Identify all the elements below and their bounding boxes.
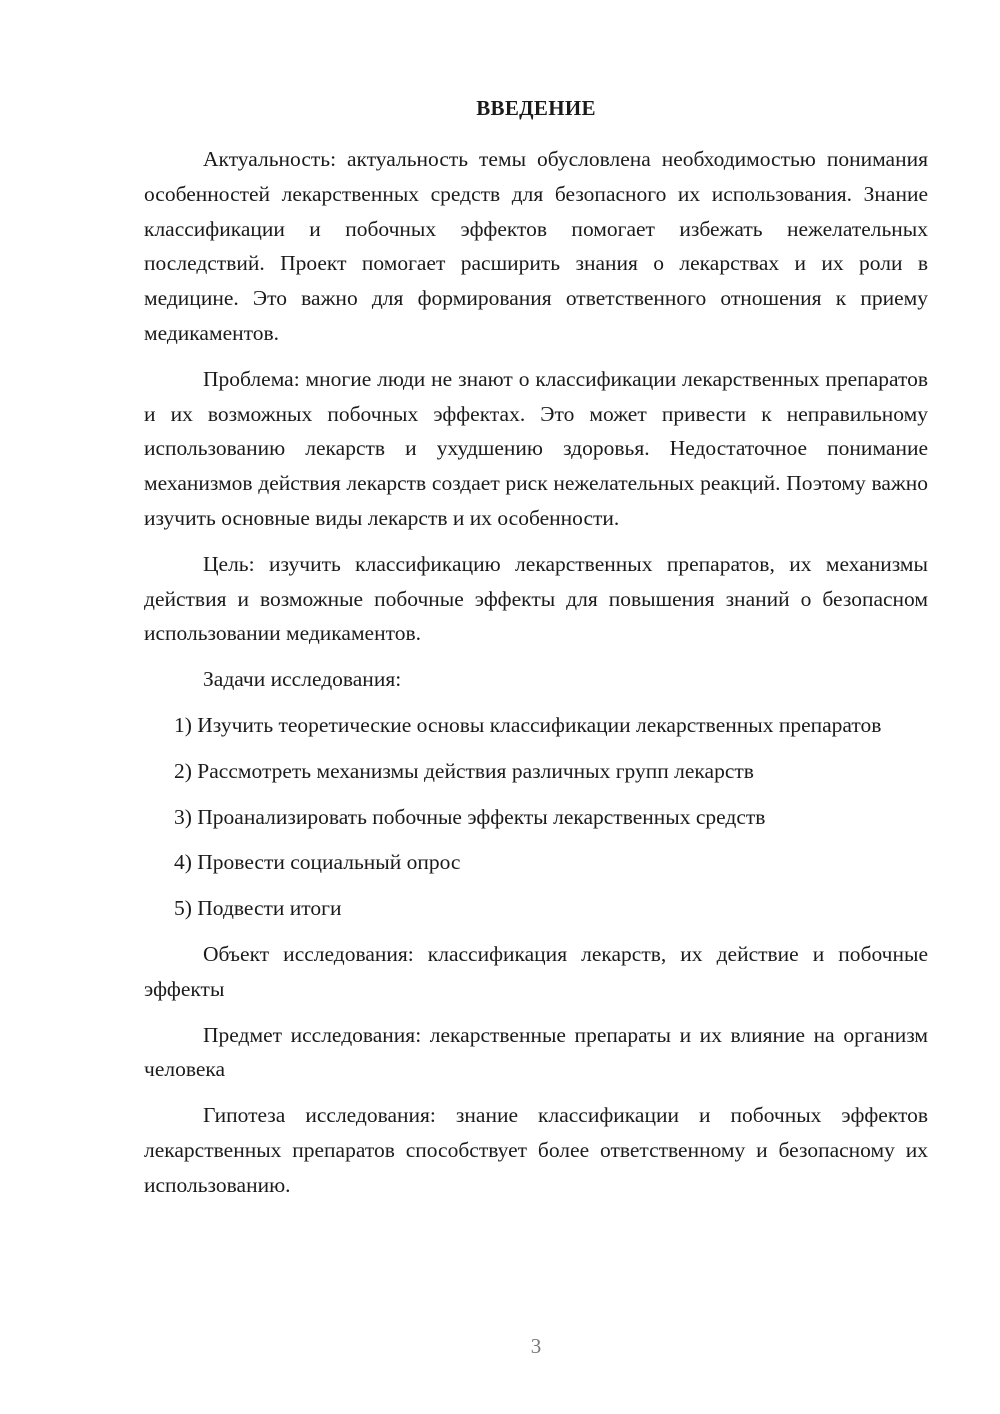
section-heading: ВВЕДЕНИЕ bbox=[476, 96, 596, 120]
tasks-list bbox=[144, 708, 928, 926]
task-item-2: 2) Рассмотреть механизмы действия различных групп лекарств bbox=[174, 758, 754, 783]
task-item-1: 1) Изучить теоретические основы классификации лекарственных препаратов bbox=[174, 712, 882, 737]
paragraph-problem: Проблема: многие люди не знают о классификации лекарственных препаратов и их возможных побочных эффектах. Это может привести к неправильному использованию лекарств и ухудшению здоровья. Недостаточное понимание механизмов действия лекарств создает риск нежелательных реакций. Поэтому важно изучить основные виды лекарств и их особенности. bbox=[144, 366, 928, 530]
task-item-3: 3) Проанализировать побочные эффекты лекарственных средств bbox=[174, 804, 766, 829]
page-number: 3 bbox=[530, 1334, 542, 1358]
document-body bbox=[144, 142, 928, 1203]
paragraph-object: Объект исследования: классификация лекарств, их действие и побочные эффекты bbox=[144, 941, 928, 1001]
paragraph-hypothesis: Гипотеза исследования: знание классификации и побочных эффектов лекарственных препаратов способствует более ответственному и безопасному их использованию. bbox=[144, 1103, 928, 1197]
paragraph-relevance: Актуальность: актуальность темы обусловлена необходимостью понимания особенностей лекарственных средств для безопасного их использования. Знание классификации и побочных эффектов помогает избежать нежелательных последствий. Проект помогает расширить знания о лекарствах и их роли в медицине. Это важно для формирования ответственного отношения к приему медикаментов. bbox=[144, 147, 928, 345]
task-item-5: 5) Подвести итоги bbox=[174, 896, 342, 921]
task-item-4: 4) Провести социальный опрос bbox=[174, 850, 461, 875]
paragraph-subject: Предмет исследования: лекарственные препараты и их влияние на организм человека bbox=[144, 1022, 928, 1082]
paragraph-goal: Цель: изучить классификацию лекарственных препаратов, их механизмы действия и возможные побочные эффекты для повышения знаний о безопасном использовании медикаментов. bbox=[144, 551, 928, 646]
tasks-title: Задачи исследования: bbox=[203, 667, 402, 692]
